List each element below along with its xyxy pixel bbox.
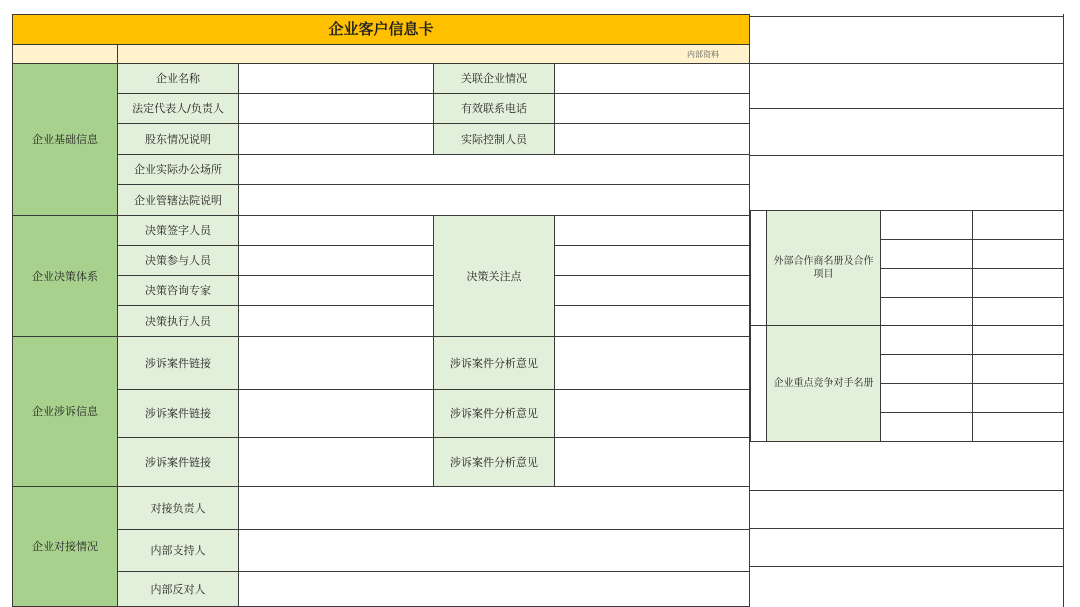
value-case-link-2[interactable] — [238, 389, 434, 438]
label-case-link-1: 涉诉案件链接 — [117, 336, 239, 390]
competitor-cell[interactable] — [972, 383, 1064, 413]
competitor-cell[interactable] — [880, 412, 973, 442]
value-shareholders[interactable] — [238, 123, 434, 155]
right-gridline — [750, 566, 1064, 567]
value-signer[interactable] — [238, 215, 434, 246]
label-consultant: 决策咨询专家 — [117, 275, 239, 306]
label-phone: 有效联系电话 — [433, 93, 555, 124]
label-case-opinion-1: 涉诉案件分析意见 — [433, 336, 555, 390]
value-office[interactable] — [238, 154, 750, 185]
label-signer: 决策签字人员 — [117, 215, 239, 246]
label-liaison: 对接负责人 — [117, 486, 239, 530]
label-executor: 决策执行人员 — [117, 305, 239, 337]
competitor-cell[interactable] — [972, 354, 1064, 384]
page-title: 企业客户信息卡 — [12, 14, 750, 45]
value-consultant[interactable] — [238, 275, 434, 306]
right-gridline — [750, 63, 1064, 64]
label-case-link-2: 涉诉案件链接 — [117, 389, 239, 438]
right-gridline — [750, 528, 1064, 529]
value-related[interactable] — [554, 63, 750, 94]
partner-cell[interactable] — [972, 268, 1064, 298]
value-executor[interactable] — [238, 305, 434, 337]
value-opponent[interactable] — [238, 571, 750, 607]
value-focus-3[interactable] — [554, 275, 750, 306]
value-focus-2[interactable] — [554, 245, 750, 276]
partner-cell[interactable] — [880, 239, 973, 269]
subtitle-blank — [12, 44, 118, 64]
value-case-link-3[interactable] — [238, 437, 434, 487]
label-legal-rep: 法定代表人/负责人 — [117, 93, 239, 124]
right-gridline — [750, 108, 1064, 109]
value-case-opinion-2[interactable] — [554, 389, 750, 438]
value-phone[interactable] — [554, 93, 750, 124]
partner-cell[interactable] — [972, 210, 1064, 240]
value-liaison[interactable] — [238, 486, 750, 530]
competitor-cell[interactable] — [880, 354, 973, 384]
competitors-spacer — [750, 325, 767, 442]
internal-note: 内部资料 — [117, 44, 750, 64]
competitor-cell[interactable] — [880, 325, 973, 355]
right-gridline — [750, 155, 1064, 156]
value-supporter[interactable] — [238, 529, 750, 572]
value-participant[interactable] — [238, 245, 434, 276]
right-gridline — [750, 490, 1064, 491]
value-legal-rep[interactable] — [238, 93, 434, 124]
section-litigation: 企业涉诉信息 — [12, 336, 118, 487]
label-opponent: 内部反对人 — [117, 571, 239, 607]
label-controller: 实际控制人员 — [433, 123, 555, 155]
partner-cell[interactable] — [880, 297, 973, 326]
competitor-cell[interactable] — [880, 383, 973, 413]
label-competitors: 企业重点竞争对手名册 — [766, 325, 881, 442]
value-company-name[interactable] — [238, 63, 434, 94]
label-supporter: 内部支持人 — [117, 529, 239, 572]
label-participant: 决策参与人员 — [117, 245, 239, 276]
partner-cell[interactable] — [880, 210, 973, 240]
label-office: 企业实际办公场所 — [117, 154, 239, 185]
value-case-opinion-3[interactable] — [554, 437, 750, 487]
label-partners: 外部合作商名册及合作项目 — [766, 210, 881, 326]
section-basic: 企业基础信息 — [12, 63, 118, 216]
label-company-name: 企业名称 — [117, 63, 239, 94]
competitor-cell[interactable] — [972, 412, 1064, 442]
label-related: 关联企业情况 — [433, 63, 555, 94]
section-decision: 企业决策体系 — [12, 215, 118, 337]
label-shareholders: 股东情况说明 — [117, 123, 239, 155]
label-case-link-3: 涉诉案件链接 — [117, 437, 239, 487]
value-court[interactable] — [238, 184, 750, 216]
partner-cell[interactable] — [880, 268, 973, 298]
partner-cell[interactable] — [972, 239, 1064, 269]
value-focus-1[interactable] — [554, 215, 750, 246]
partners-spacer — [750, 210, 767, 326]
value-controller[interactable] — [554, 123, 750, 155]
competitor-cell[interactable] — [972, 325, 1064, 355]
label-case-opinion-2: 涉诉案件分析意见 — [433, 389, 555, 438]
value-case-link-1[interactable] — [238, 336, 434, 390]
label-focus: 决策关注点 — [433, 215, 555, 337]
label-case-opinion-3: 涉诉案件分析意见 — [433, 437, 555, 487]
label-court: 企业管辖法院说明 — [117, 184, 239, 216]
section-contact: 企业对接情况 — [12, 486, 118, 607]
right-gridline — [750, 16, 1064, 17]
value-focus-4[interactable] — [554, 305, 750, 337]
partner-cell[interactable] — [972, 297, 1064, 326]
value-case-opinion-1[interactable] — [554, 336, 750, 390]
